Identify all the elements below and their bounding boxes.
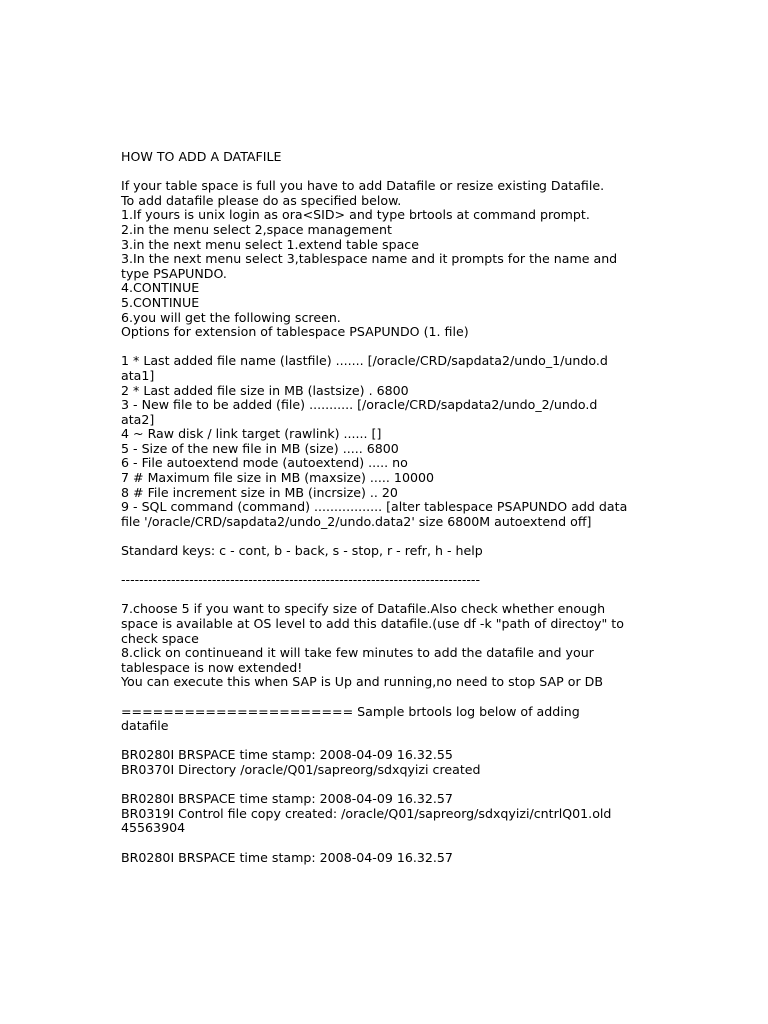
text-line (121, 690, 651, 705)
text-line: file '/oracle/CRD/sapdata2/undo_2/undo.data2' size 6800M autoextend off] (121, 513, 592, 529)
document-body (121, 150, 651, 865)
text-line: If your table space is full you have to add Datafile or resize existing Datafile. (121, 178, 605, 194)
text-line: BR0280I BRSPACE time stamp: 2008-04-09 16.32.55 (121, 747, 453, 763)
text-line: 45563904 (121, 820, 186, 836)
text-line: 1 * Last added file name (lastfile) ....... [/oracle/CRD/sapdata2/undo_1/undo.d (121, 353, 608, 369)
text-line: 6 - File autoextend mode (autoextend) ..... no (121, 455, 408, 471)
text-line: space is available at OS level to add this datafile.(use df -k "path of directoy" to (121, 616, 624, 631)
text-line (121, 559, 651, 574)
text-line: ata1] (121, 367, 155, 383)
text-line (121, 529, 651, 544)
text-line: 3.in the next menu select 1.extend table space (121, 236, 419, 252)
text-line: BR0280I BRSPACE time stamp: 2008-04-09 16.32.57 (121, 791, 453, 807)
text-line (121, 165, 651, 180)
text-line: Options for extension of tablespace PSAPUNDO (1. file) (121, 324, 469, 340)
text-line: 8 # File increment size in MB (incrsize) .. 20 (121, 484, 398, 500)
text-line: ------------------------------------------------------------------------------- (121, 572, 481, 588)
text-line: tablespace is now extended! (121, 659, 303, 675)
text-line (121, 836, 651, 851)
text-line: BR0319I Control file copy created: /oracle/Q01/sapreorg/sdxqyizi/cntrlQ01.old (121, 805, 612, 821)
text-line: 8.click on continueand it will take few minutes to add the datafile and your (121, 645, 594, 661)
text-line: 4.CONTINUE (121, 280, 200, 296)
text-line: ====================== Sample brtools log below of adding (121, 703, 580, 719)
text-line: 7.choose 5 if you want to specify size of Datafile.Also check whether enough (121, 601, 606, 617)
text-line: 2.in the menu select 2,space management (121, 221, 392, 237)
text-line: 2 * Last added file size in MB (lastsize) . 6800 (121, 382, 409, 398)
text-line: 7 # Maximum file size in MB (maxsize) ..... 10000 (121, 470, 434, 486)
text-line: 5 - Size of the new file in MB (size) ..... 6800 (121, 440, 399, 456)
text-line (121, 340, 651, 355)
text-line: 5.CONTINUE (121, 294, 200, 310)
text-line: 9 - SQL command (command) ................. [alter tablespace PSAPUNDO add data (121, 499, 628, 515)
text-line: 3 - New file to be added (file) ........... [/oracle/CRD/sapdata2/undo_2/undo.d (121, 397, 598, 413)
text-line: type PSAPUNDO. (121, 265, 227, 281)
text-line: BR0370I Directory /oracle/Q01/sapreorg/sdxqyizi created (121, 761, 481, 777)
text-line (121, 778, 651, 793)
text-line: check space (121, 630, 199, 646)
text-line: 3.In the next menu select 3,tablespace name and it prompts for the name and (121, 251, 618, 267)
text-line: ata2] (121, 411, 155, 427)
text-line: Standard keys: c - cont, b - back, s - stop, r - refr, h - help (121, 543, 483, 559)
text-line: To add datafile please do as specified below. (121, 192, 402, 208)
text-line: datafile (121, 718, 169, 734)
text-line: 4 ~ Raw disk / link target (rawlink) ...... [] (121, 426, 382, 442)
text-line (121, 588, 651, 603)
text-line (121, 734, 651, 749)
text-line: 1.If yours is unix login as ora<SID> and type brtools at command prompt. (121, 207, 590, 223)
text-line: BR0280I BRSPACE time stamp: 2008-04-09 16.32.57 (121, 849, 453, 865)
text-line: 6.you will get the following screen. (121, 309, 341, 325)
text-line: You can execute this when SAP is Up and running,no need to stop SAP or DB (121, 674, 603, 690)
document-title: HOW TO ADD A DATAFILE (121, 149, 282, 164)
